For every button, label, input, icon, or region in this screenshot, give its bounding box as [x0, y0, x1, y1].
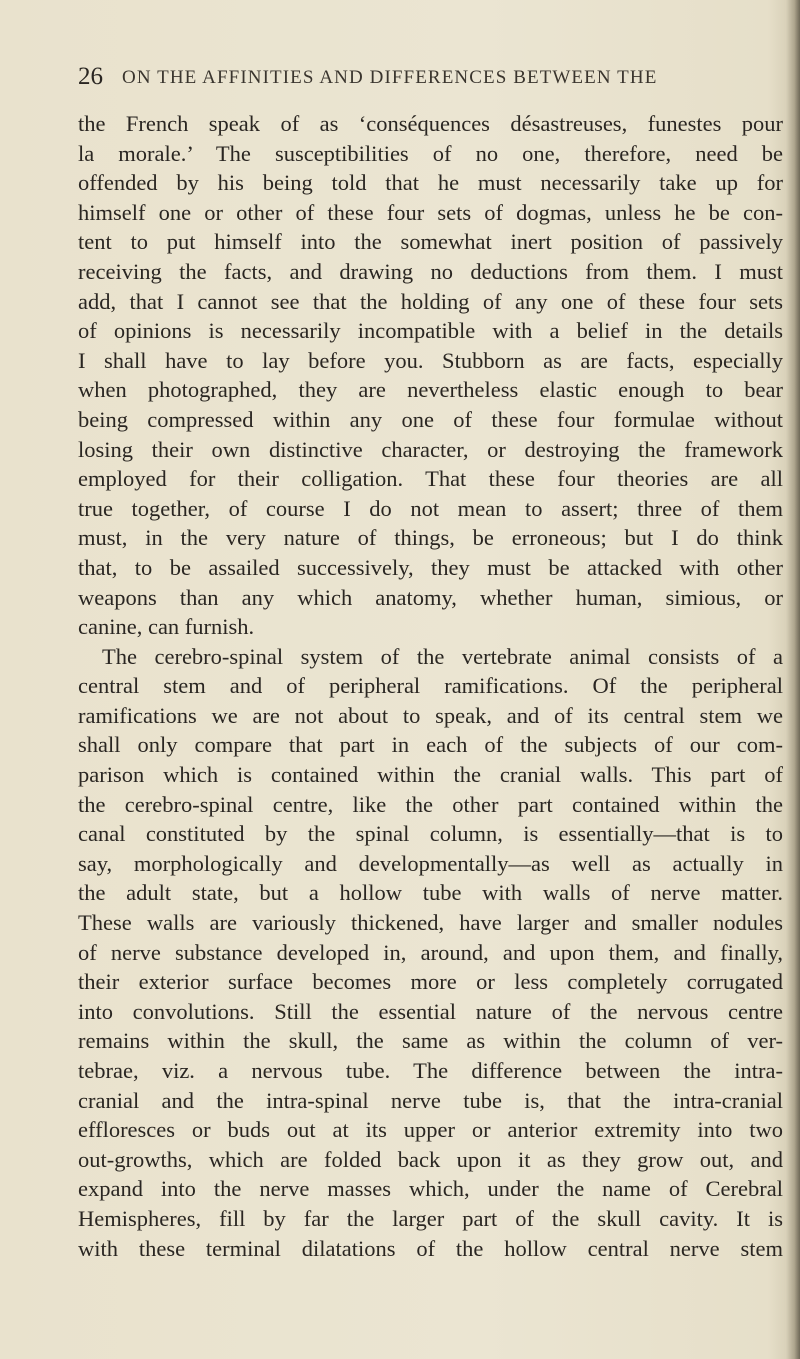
text-line: la morale.’ The susceptibilities of no one, therefore, need be — [78, 140, 783, 166]
text-line: himself one or other of these four sets of dogmas, unless he be con- — [78, 199, 783, 225]
text-line: receiving the facts, and drawing no deductions from them. I must — [78, 258, 783, 284]
text-line: weapons than any which anatomy, whether human, simious, or — [78, 584, 783, 610]
text-line: true together, of course I do not mean to assert; three of them — [78, 495, 783, 521]
text-line: of opinions is necessarily incompatible with a belief in the details — [78, 318, 783, 344]
body-text — [78, 109, 783, 1329]
text-line: effloresces or buds out at its upper or anterior extremity into two — [78, 1117, 783, 1143]
text-line: the cerebro-spinal centre, like the other part contained within the — [78, 791, 783, 817]
text-line: into convolutions. Still the essential nature of the nervous centre — [78, 998, 783, 1024]
page-edge-shadow — [786, 0, 800, 1359]
paragraph-end-line: canine, can furnish. — [78, 614, 255, 640]
text-line: expand into the nerve masses which, under the name of Cerebral — [78, 1176, 783, 1202]
text-line: must, in the very nature of things, be erroneous; but I do think — [78, 525, 783, 551]
text-line: cranial and the intra-spinal nerve tube is, that the intra-cranial — [78, 1087, 783, 1113]
text-line: that, to be assailed successively, they must be attacked with other — [78, 554, 783, 580]
text-line: with these terminal dilatations of the hollow central nerve stem — [78, 1235, 783, 1261]
text-line: say, morphologically and developmentally—as well as actually in — [78, 850, 783, 876]
text-line: tent to put himself into the somewhat inert position of passively — [78, 229, 783, 255]
text-line: employed for their colligation. That these four theories are all — [78, 466, 783, 492]
running-head — [78, 62, 778, 92]
page-number: 26 — [78, 63, 103, 90]
text-line: These walls are variously thickened, have larger and smaller nodules — [78, 910, 783, 936]
text-line: the adult state, but a hollow tube with walls of nerve matter. — [78, 880, 783, 906]
running-title: ON THE AFFINITIES AND DIFFERENCES BETWEEN THE — [122, 67, 658, 88]
text-line: of nerve substance developed in, around, and upon them, and finally, — [78, 939, 783, 965]
text-line: I shall have to lay before you. Stubborn as are facts, especially — [78, 347, 783, 373]
text-line: shall only compare that part in each of the subjects of our com- — [78, 732, 783, 758]
text-line: central stem and of peripheral ramifications. Of the peripheral — [78, 673, 783, 699]
text-line: the French speak of as ‘conséquences désastreuses, funestes pour — [78, 111, 783, 136]
text-line: canal constituted by the spinal column, is essentially—that is to — [78, 821, 783, 847]
text-line: their exterior surface becomes more or less completely corrugated — [78, 969, 783, 995]
text-line: remains within the skull, the same as within the column of ver- — [78, 1028, 783, 1054]
text-line: offended by his being told that he must necessarily take up for — [78, 170, 783, 196]
paragraph-first-line: The cerebro-spinal system of the vertebrate animal consists of a — [102, 643, 783, 669]
text-line: being compressed within any one of these four formulae without — [78, 406, 783, 432]
text-line: add, that I cannot see that the holding of any one of these four sets — [78, 288, 783, 314]
text-line: Hemispheres, fill by far the larger part of the skull cavity. It is — [78, 1205, 783, 1231]
text-line: tebrae, viz. a nervous tube. The difference between the intra- — [78, 1058, 783, 1083]
text-line: parison which is contained within the cranial walls. This part of — [78, 762, 783, 788]
text-line: ramifications we are not about to speak, and of its central stem we — [78, 702, 783, 728]
text-line: out-growths, which are folded back upon it as they grow out, and — [78, 1146, 783, 1172]
text-line: losing their own distinctive character, or destroying the framework — [78, 436, 783, 462]
text-line: when photographed, they are nevertheless elastic enough to bear — [78, 377, 783, 403]
